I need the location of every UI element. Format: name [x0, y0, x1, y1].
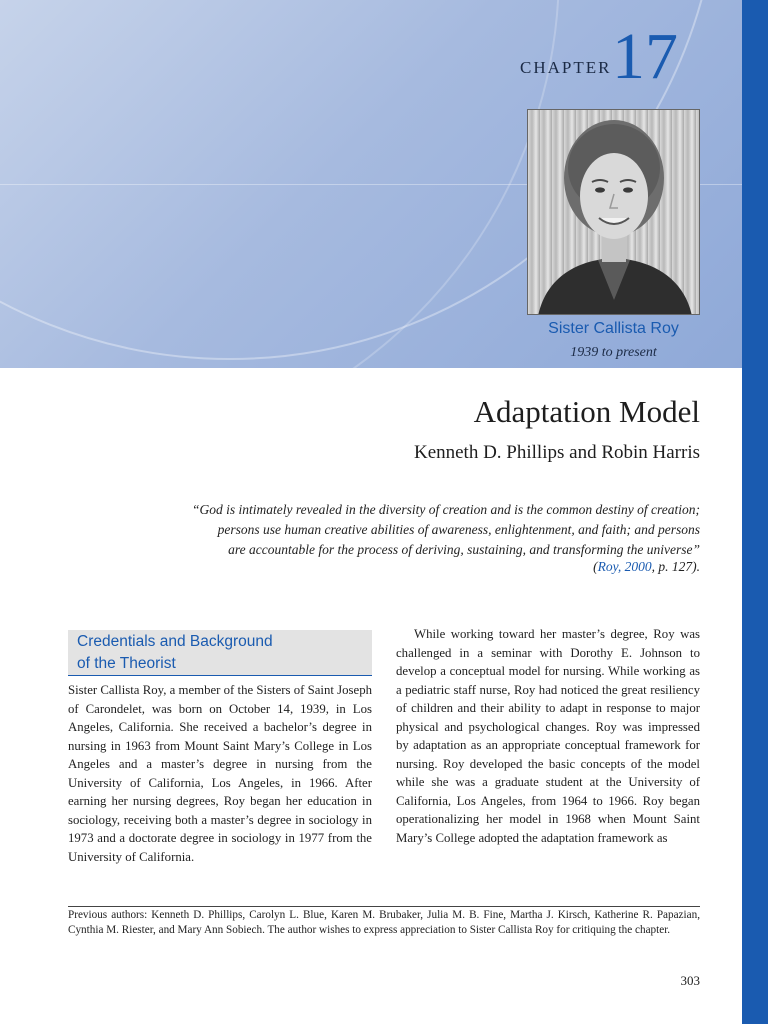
section-heading-line: of the Theorist	[77, 655, 176, 672]
citation-open: (	[593, 559, 598, 574]
theorist-years: 1939 to present	[570, 345, 657, 360]
quote-citation	[593, 559, 700, 575]
section-heading	[68, 630, 372, 676]
citation-reference-link[interactable]: Roy, 2000	[597, 559, 652, 574]
body-text-left-column: Sister Callista Roy, a member of the Sisters of Saint Joseph of Carondelet, was born on October 14, 1939, in Los Angeles, California. She received a bachelor’s degree in nursing in 1963 from Mount Saint Mary’s College in Los Angeles and a master’s degree in nursing from the University of California, Los Angeles, in 1966. After earning her nursing degrees, Roy began her education in sociology, receiving both a master’s degree in sociology in 1973 and a doctorate degree in sociology in 1977 from the University of California.	[68, 683, 372, 864]
epigraph-quote	[140, 500, 700, 560]
chapter-authors: Kenneth D. Phillips and Robin Harris	[413, 442, 700, 463]
page-edge-bar	[742, 0, 768, 1024]
chapter-label: CHAPTER	[520, 58, 612, 77]
portrait-photo-icon	[528, 110, 700, 315]
quote-line: persons use human creative abilities of awareness, enlightenment, and faith; and persons	[217, 522, 700, 537]
quote-line: are accountable for the process of deriving, sustaining, and transforming the universe”	[228, 542, 700, 557]
citation-page: , p. 127).	[651, 559, 700, 574]
theorist-portrait	[527, 109, 700, 315]
body-text-right-column: While working toward her master’s degree, Roy was challenged in a seminar with Dorothy E. Johnson to develop a conceptual model for nursing. While working as a pediatric staff nurse, Roy had noticed the great resiliency of children and their ability to adapt in response to major physical and psychological changes. Roy was impressed by adaptation as an appropriate conceptual framework for nursing. Roy developed the basic concepts of the model while she was a graduate student at the University of California, Los Angeles, from 1964 to 1966. Roy began operationalizing her model in 1968 when Mount Saint Mary’s College adopted the adaptation framework as	[396, 627, 700, 845]
theorist-name: Sister Callista Roy	[548, 320, 679, 337]
section-heading-line: Credentials and Background	[77, 633, 273, 650]
page-number: 303	[680, 973, 700, 988]
chapter-footnote: Previous authors: Kenneth D. Phillips, Carolyn L. Blue, Karen M. Brubaker, Julia M. B. Fine, Martha J. Kirsch, Katherine R. Papazian, Cynthia M. Riester, and Mary Ann Sobiech. The author wishes to express appreciation to Sister Callista Roy for critiquing the chapter.	[68, 906, 700, 938]
quote-line: “God is intimately revealed in the diversity of creation and is the common destiny of creation;	[191, 502, 700, 517]
chapter-number: 17	[612, 20, 678, 93]
chapter-title: Adaptation Model	[473, 394, 700, 429]
